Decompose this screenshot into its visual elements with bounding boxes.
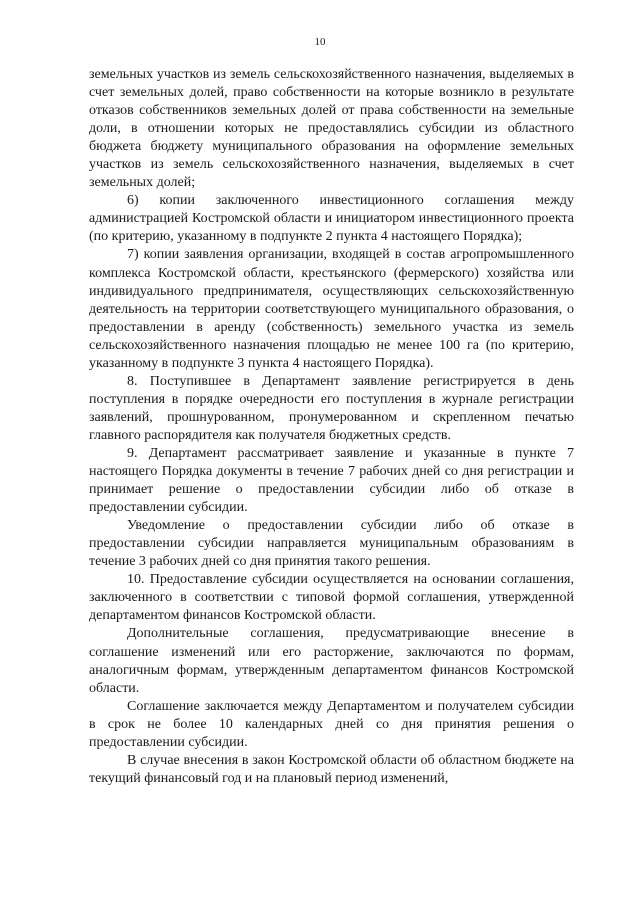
paragraph-notification: Уведомление о предоставлении субсидии либо об отказе в предоставлении субсидии направляется муниципальным образованиям в течение 3 рабочих дней со дня принятия такого решения. bbox=[89, 518, 574, 570]
paragraph-clause-9-review: 9. Департамент рассматривает заявление и указанные в пункте 7 настоящего Порядка документы в течение 7 рабочих дней со дня регистрации и принимает решение о предоставлении субсидии либо об отказе в предоставлении субсидии. bbox=[89, 445, 574, 516]
paragraph-agreement-deadline: Соглашение заключается между Департаментом и получателем субсидии в срок не более 10 календарных дней со дня принятия решения о предоставлении субсидии. bbox=[89, 698, 574, 750]
paragraph-item-7-organization-application: 7) копии заявления организации, входящей в состав агропромышленного комплекса Костромской области, крестьянского (фермерского) хозяйства или индивидуального предпринимателя, осуществляющих сельскохозяйственную деятельность на территории соответствующего муниципального образования, о предоставлении в аренду (собственность) земельного участка из земель сельскохозяйственного назначения площадью не менее 100 га (по критерию, указанному в подпункте 3 пункта 4 настоящего Порядка). bbox=[89, 247, 574, 371]
page-number: 10 bbox=[314, 36, 326, 48]
paragraph-budget-changes: В случае внесения в закон Костромской области об областном бюджете на текущий финансовый год и на плановый период изменений, bbox=[89, 752, 574, 786]
paragraph-item-6-investment-agreement: 6) копии заключенного инвестиционного соглашения между администрацией Костромской области и инициатором инвестиционного проекта (по критерию, указанному в подпункте 2 пункта 4 настоящего Порядка); bbox=[89, 193, 574, 245]
document-body bbox=[89, 66, 574, 788]
paragraph-additional-agreements: Дополнительные соглашения, предусматривающие внесение в соглашение изменений или его расторжение, заключаются по формам, аналогичным формам, утвержденным департаментом финансов Костромской области. bbox=[89, 626, 574, 696]
paragraph-land-plots-continued: земельных участков из земель сельскохозяйственного назначения, выделяемых в счет земельных долей, право собственности на которые возникло в результате отказов собственников земельных долей от права собственности на земельные доли, в отношении которых не предоставлялись субсидии из областного бюджета бюджету муниципального образования на оформление земельных участков из земель сельскохозяйственного назначения, выделяемых в счет земельных долей; bbox=[89, 67, 574, 191]
paragraph-clause-10-agreement: 10. Предоставление субсидии осуществляется на основании соглашения, заключенного в соответствии с типовой формой соглашения, утвержденной департаментом финансов Костромской области. bbox=[89, 572, 574, 624]
paragraph-clause-8-registration: 8. Поступившее в Департамент заявление регистрируется в день поступления в порядке очередности его поступления в журнале регистрации заявлений, прошнурованном, пронумерованном и скрепленном печатью главного распорядителя как получателя бюджетных средств. bbox=[89, 373, 574, 443]
